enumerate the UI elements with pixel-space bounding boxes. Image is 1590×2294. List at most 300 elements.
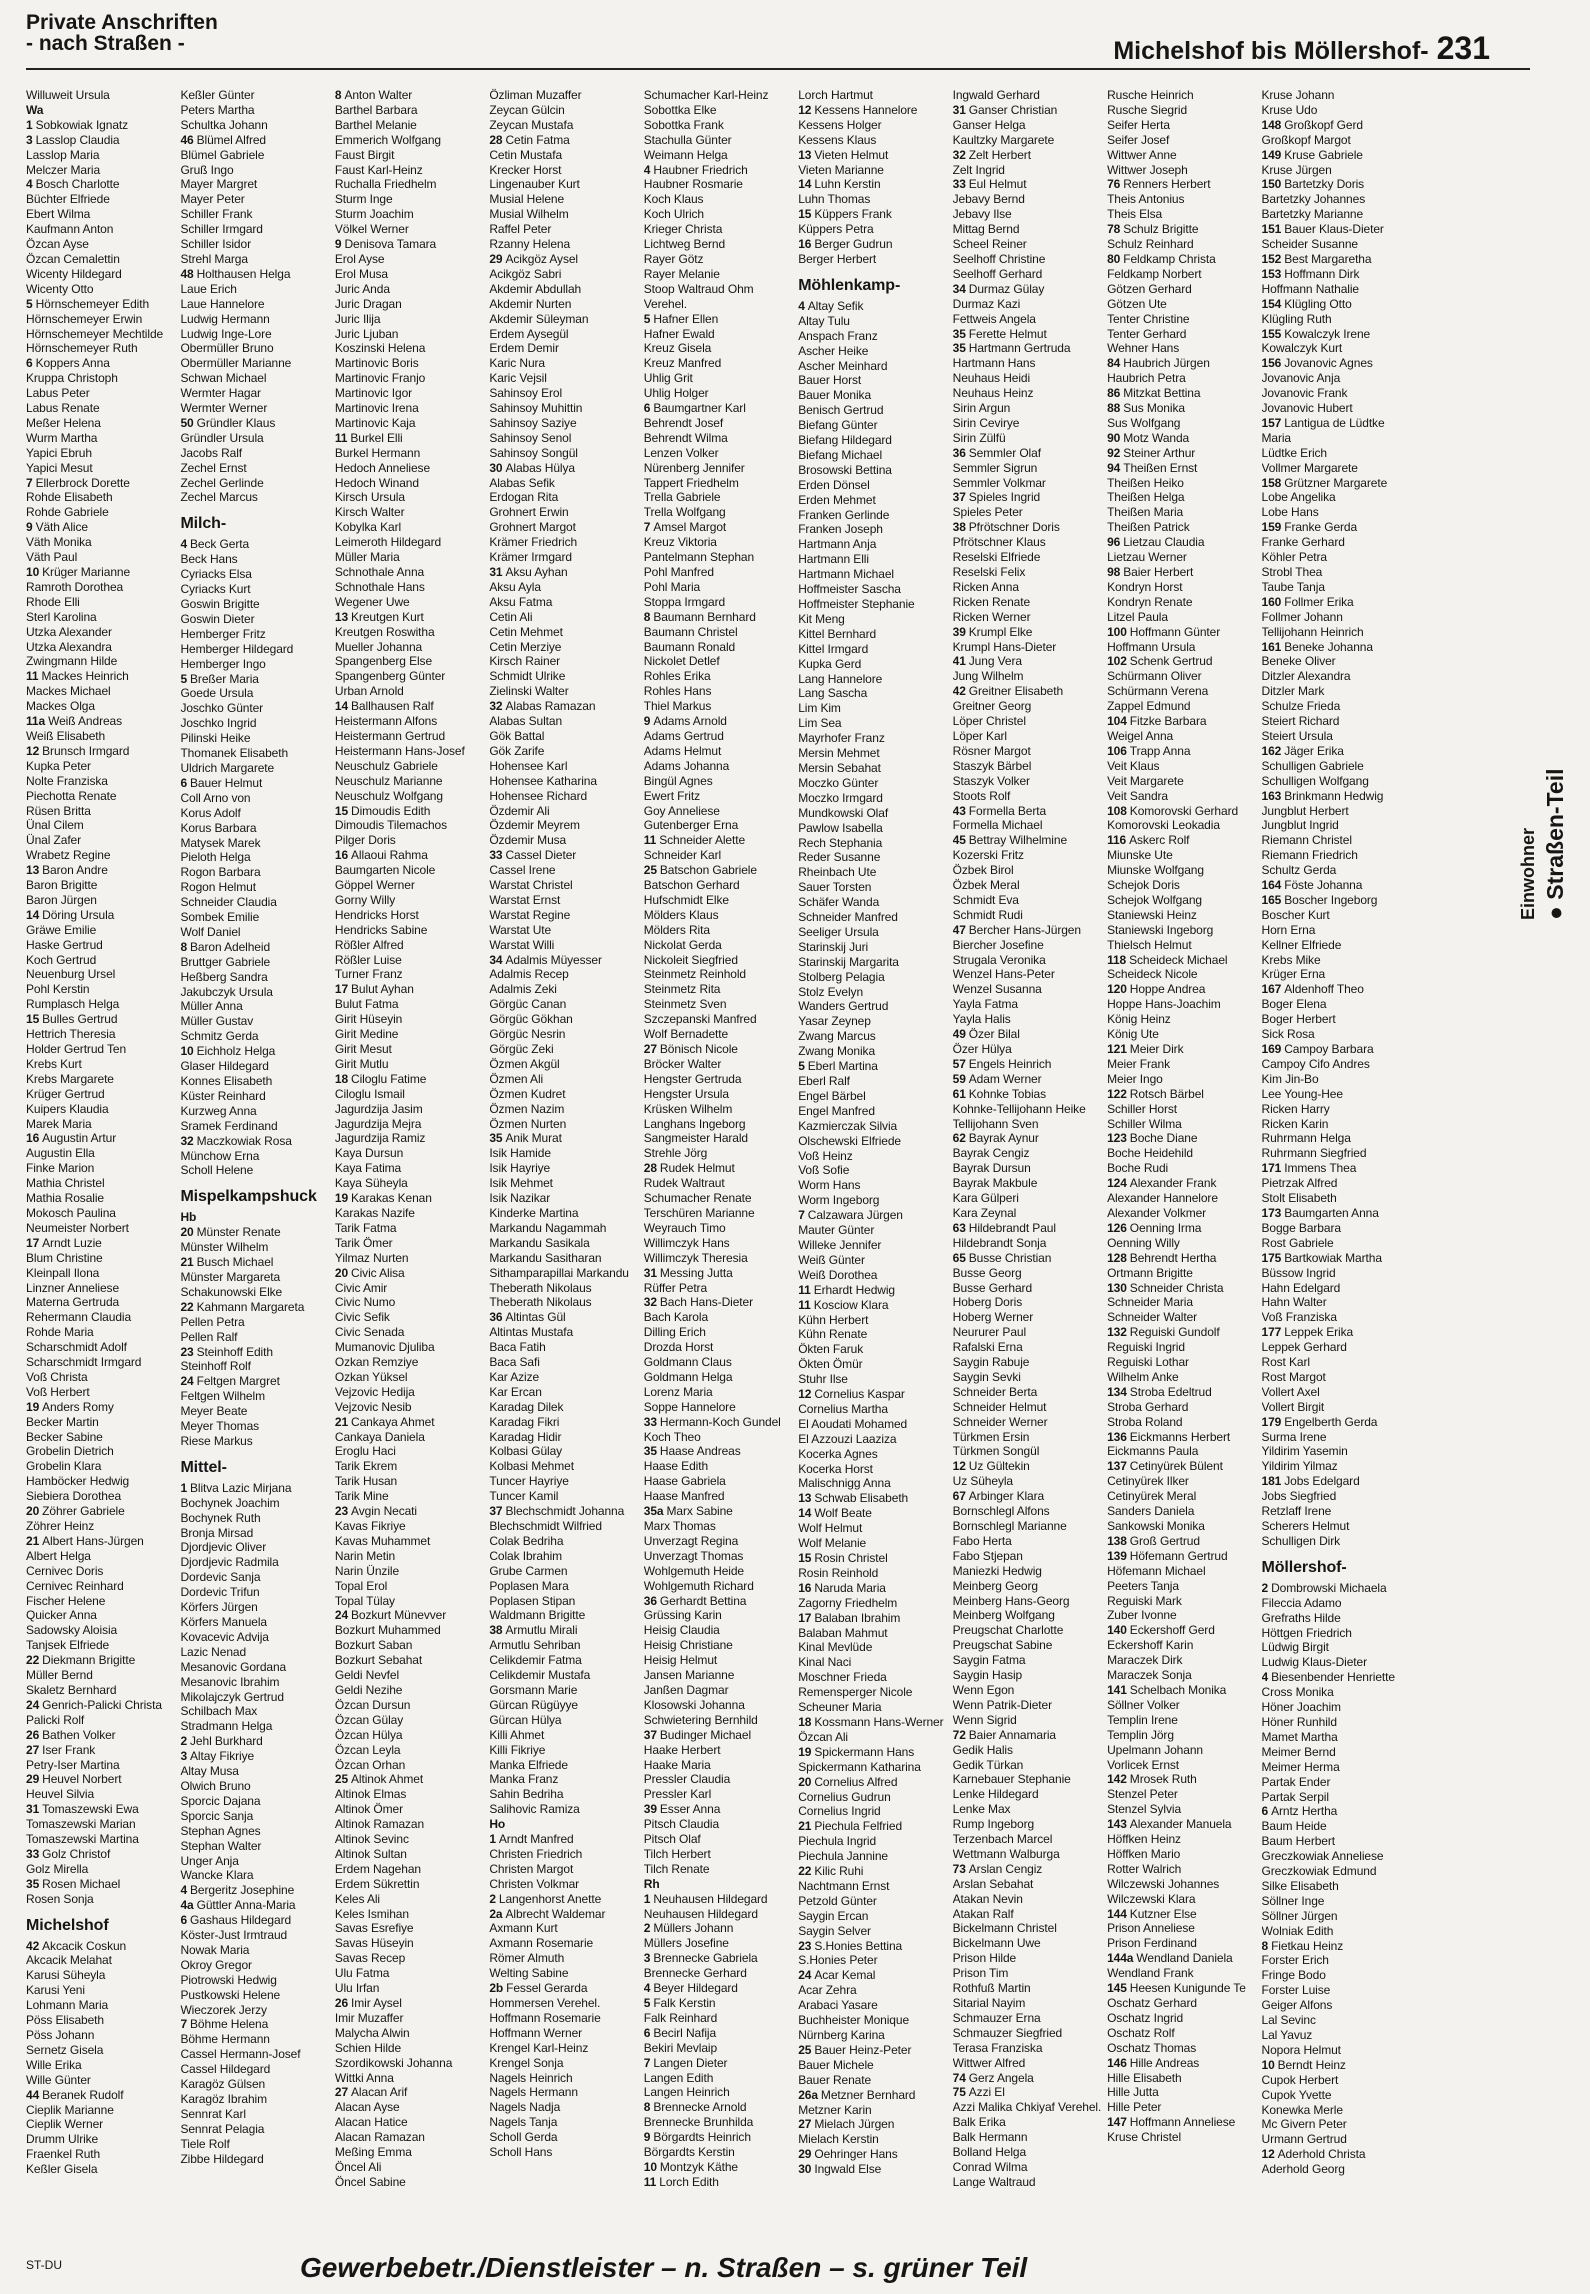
resident-name: Karadag Fikri bbox=[489, 1414, 560, 1429]
resident-name: Adalmis Müyesser bbox=[505, 952, 602, 967]
resident-name: Schmauzer Erna bbox=[952, 2010, 1041, 2025]
resident-name: Labus Peter bbox=[26, 386, 90, 401]
resident-name: Karadag Hidir bbox=[489, 1429, 562, 1444]
resident-entry bbox=[26, 1430, 177, 1445]
house-number: 4 bbox=[26, 177, 33, 192]
house-number: 163 bbox=[1261, 788, 1282, 803]
resident-name: Ruchalla Friedhelm bbox=[334, 177, 437, 192]
resident-entry bbox=[953, 1832, 1104, 1847]
resident-entry bbox=[644, 804, 795, 819]
resident-name: Pitsch Olaf bbox=[643, 1832, 701, 1847]
resident-entry bbox=[26, 1042, 177, 1057]
resident-entry bbox=[1107, 1325, 1258, 1340]
resident-name: Lietzau Claudia bbox=[1123, 535, 1205, 550]
resident-entry bbox=[489, 1295, 640, 1310]
resident-name: Erdem Aysegül bbox=[489, 326, 569, 341]
resident-entry bbox=[644, 416, 795, 431]
resident-name: Rayer Götz bbox=[643, 251, 704, 266]
resident-entry bbox=[953, 1921, 1104, 1936]
resident-name: Ascher Heike bbox=[798, 343, 869, 358]
resident-name: Urmann Gertrud bbox=[1261, 2132, 1347, 2147]
resident-entry bbox=[26, 520, 177, 535]
resident-entry bbox=[1262, 893, 1413, 908]
resident-name: Yilmaz Nurten bbox=[334, 1250, 409, 1265]
resident-entry bbox=[335, 1012, 486, 1027]
resident-name: Verehel. bbox=[643, 296, 687, 311]
resident-name: Luhn Kerstin bbox=[814, 177, 881, 192]
resident-name: Baier Annamaria bbox=[968, 1727, 1056, 1742]
resident-name: Özliman Muzaffer bbox=[489, 88, 582, 102]
resident-entry bbox=[489, 1504, 640, 1519]
resident-name: Bruttger Gabriele bbox=[180, 954, 271, 969]
resident-name: Kreuz Manfred bbox=[643, 356, 722, 371]
resident-name: Schiller Horst bbox=[1107, 1101, 1178, 1116]
resident-entry bbox=[1107, 1281, 1258, 1296]
house-number: 19 bbox=[334, 1191, 349, 1206]
resident-name: Reguiski Mark bbox=[1107, 1593, 1182, 1608]
resident-entry bbox=[26, 2088, 177, 2103]
resident-entry bbox=[798, 895, 949, 910]
resident-entry bbox=[953, 401, 1104, 416]
resident-entry bbox=[1262, 550, 1413, 565]
resident-name: Sporcic Sanja bbox=[180, 1808, 254, 1823]
resident-entry bbox=[489, 282, 640, 297]
resident-entry bbox=[26, 595, 177, 610]
resident-name: Hafner Ellen bbox=[653, 311, 719, 326]
resident-entry bbox=[798, 1357, 949, 1372]
resident-entry bbox=[26, 416, 177, 431]
resident-entry bbox=[1107, 1728, 1258, 1743]
resident-entry bbox=[26, 1281, 177, 1296]
resident-entry bbox=[644, 1459, 795, 1474]
resident-name: Hafner Ewald bbox=[643, 326, 715, 341]
header-range-block bbox=[1113, 30, 1490, 67]
resident-name: Turner Franz bbox=[334, 967, 403, 982]
resident-name: Seeliger Ursula bbox=[798, 924, 879, 939]
resident-name: Schneider Karl bbox=[643, 848, 722, 863]
resident-name: Bauer Michele bbox=[798, 2057, 874, 2072]
resident-name: Rheinbach Ute bbox=[798, 865, 877, 880]
resident-name: Sobkowiak Ignatz bbox=[35, 117, 129, 132]
resident-name: Körfers Jürgen bbox=[180, 1600, 258, 1615]
resident-entry bbox=[1262, 1057, 1413, 1072]
resident-entry bbox=[335, 2130, 486, 2145]
resident-entry bbox=[26, 804, 177, 819]
resident-name: Cornelius Gudrun bbox=[798, 1789, 891, 1804]
resident-entry bbox=[798, 133, 949, 148]
resident-name: Theißen Patrick bbox=[1107, 520, 1190, 535]
resident-name: Wilczewski Johannes bbox=[1107, 1876, 1220, 1891]
resident-name: Leimeroth Hildegard bbox=[334, 535, 442, 550]
resident-name: Imir Aysel bbox=[351, 1996, 402, 2010]
resident-name: Lim Kim bbox=[798, 701, 841, 716]
resident-entry bbox=[798, 1417, 949, 1432]
resident-name: Wittwer Joseph bbox=[1107, 162, 1188, 177]
resident-name: Dombrowski Michaela bbox=[1271, 1580, 1387, 1595]
resident-name: Söllner Inge bbox=[1261, 1893, 1325, 1908]
resident-name: Lang Sascha bbox=[798, 686, 868, 701]
resident-name: Schulze Frieda bbox=[1261, 699, 1341, 714]
resident-name: Alacan Ramazan bbox=[334, 2130, 425, 2145]
resident-entry bbox=[953, 759, 1104, 774]
resident-entry bbox=[1262, 774, 1413, 789]
resident-entry bbox=[644, 595, 795, 610]
resident-name: Kühn Renate bbox=[798, 1327, 868, 1342]
resident-entry bbox=[644, 2130, 795, 2145]
resident-name: Horn Erna bbox=[1261, 922, 1316, 937]
resident-entry bbox=[489, 103, 640, 118]
resident-entry bbox=[644, 1832, 795, 1847]
resident-entry bbox=[489, 893, 640, 908]
resident-name: Thomanek Elisabeth bbox=[180, 746, 289, 761]
house-number: 146 bbox=[1107, 2055, 1127, 2070]
resident-entry bbox=[335, 535, 486, 550]
resident-name: Cornelius Ingrid bbox=[798, 1804, 881, 1819]
resident-entry bbox=[489, 1489, 640, 1504]
resident-entry bbox=[489, 610, 640, 625]
resident-name: Stradmann Helga bbox=[180, 1719, 273, 1734]
resident-name: Atakan Ralf bbox=[952, 1906, 1014, 1921]
resident-entry bbox=[953, 1340, 1104, 1355]
resident-entry bbox=[1107, 908, 1258, 923]
resident-name: Campoy Barbara bbox=[1284, 1042, 1374, 1056]
resident-name: Lorch Edith bbox=[659, 2174, 719, 2188]
resident-name: Sennrat Karl bbox=[180, 2106, 246, 2121]
resident-entry bbox=[1262, 1146, 1413, 1161]
house-number: 2b bbox=[489, 1981, 504, 1996]
house-number: 75 bbox=[952, 2085, 966, 2100]
resident-entry bbox=[26, 1549, 177, 1564]
resident-name: Ricken Harry bbox=[1261, 1101, 1330, 1116]
resident-name: Mersin Sebahat bbox=[798, 760, 881, 775]
resident-name: Sirin Argun bbox=[952, 401, 1011, 416]
resident-entry bbox=[180, 341, 331, 356]
house-number: 44 bbox=[26, 2087, 40, 2102]
resident-entry bbox=[798, 1730, 949, 1745]
resident-name: Oschatz Ingrid bbox=[1107, 2010, 1184, 2025]
resident-entry bbox=[335, 848, 486, 863]
resident-entry bbox=[1262, 1834, 1413, 1849]
resident-entry bbox=[489, 580, 640, 595]
resident-name: Wille Günter bbox=[26, 2072, 91, 2087]
resident-entry bbox=[1262, 1939, 1413, 1954]
resident-name: Theberath Nikolaus bbox=[489, 1295, 592, 1310]
resident-name: Lüdtke Erich bbox=[1261, 445, 1328, 460]
resident-name: Schwietering Bernhild bbox=[643, 1712, 758, 1727]
resident-entry bbox=[953, 625, 1104, 640]
resident-name: Stephan Agnes bbox=[180, 1823, 261, 1838]
resident-entry bbox=[798, 999, 949, 1014]
resident-entry bbox=[180, 1059, 331, 1074]
resident-name: Atakan Nevin bbox=[952, 1891, 1023, 1906]
resident-entry bbox=[26, 1325, 177, 1340]
resident-name: Hildebrandt Sonja bbox=[952, 1235, 1047, 1250]
resident-name: Altay Tulu bbox=[798, 313, 850, 328]
resident-name: Özer Hülya bbox=[952, 1042, 1012, 1056]
resident-name: Martinovic Franjo bbox=[334, 371, 426, 386]
resident-entry bbox=[180, 1585, 331, 1600]
resident-name: Cetin Mehmet bbox=[489, 624, 563, 639]
resident-entry bbox=[26, 759, 177, 774]
resident-entry bbox=[26, 1504, 177, 1519]
resident-name: Karagöz Gülsen bbox=[180, 2077, 266, 2092]
house-number: 41 bbox=[952, 654, 966, 669]
resident-entry bbox=[798, 1238, 949, 1253]
resident-entry bbox=[335, 148, 486, 163]
resident-entry bbox=[489, 1579, 640, 1594]
resident-entry bbox=[180, 1434, 331, 1449]
resident-name: Kocerka Horst bbox=[798, 1461, 873, 1476]
resident-name: Franken Gerlinde bbox=[798, 507, 890, 522]
house-number: 5 bbox=[180, 671, 188, 686]
resident-entry bbox=[335, 818, 486, 833]
house-number: 92 bbox=[1107, 445, 1121, 460]
house-number: 16 bbox=[26, 1131, 40, 1146]
resident-entry bbox=[489, 1877, 640, 1892]
resident-name: Küster Reinhard bbox=[180, 1088, 266, 1103]
resident-entry bbox=[180, 1330, 331, 1345]
resident-entry bbox=[644, 327, 795, 342]
resident-name: Hartmann Elli bbox=[798, 552, 869, 567]
house-number: 11 bbox=[643, 833, 657, 848]
resident-entry bbox=[489, 1266, 640, 1281]
resident-name: Templin Jörg bbox=[1107, 1727, 1174, 1742]
resident-name: Alabas Hülya bbox=[505, 460, 575, 475]
resident-name: Haase Edith bbox=[643, 1459, 709, 1474]
house-number: 33 bbox=[952, 177, 966, 192]
resident-entry bbox=[953, 1772, 1104, 1787]
resident-entry bbox=[26, 312, 177, 327]
resident-name: Jakubczyk Ursula bbox=[180, 984, 273, 999]
resident-entry bbox=[644, 401, 795, 416]
resident-name: Busch Michael bbox=[196, 1255, 274, 1270]
resident-name: Miunske Ute bbox=[1107, 848, 1173, 863]
resident-entry bbox=[1262, 1745, 1413, 1760]
resident-name: Willeke Jennifer bbox=[798, 1237, 882, 1252]
resident-name: Alabas Sultan bbox=[489, 714, 563, 729]
resident-entry bbox=[953, 327, 1104, 342]
resident-name: Kowalczyk Kurt bbox=[1261, 341, 1343, 356]
resident-name: Marx Sabine bbox=[666, 1504, 733, 1519]
resident-name: Grefraths Hilde bbox=[1261, 1610, 1341, 1625]
resident-name: Stachulla Günter bbox=[643, 132, 732, 147]
resident-name: Höffken Mario bbox=[1107, 1846, 1181, 1861]
resident-entry bbox=[953, 2011, 1104, 2026]
resident-entry bbox=[644, 252, 795, 267]
resident-entry bbox=[644, 729, 795, 744]
resident-name: Christen Margot bbox=[489, 1861, 574, 1876]
resident-name: Linzner Anneliese bbox=[26, 1280, 120, 1295]
resident-entry bbox=[1262, 282, 1413, 297]
resident-name: Cassel Hermann-Josef bbox=[180, 2047, 301, 2062]
resident-entry bbox=[26, 490, 177, 505]
resident-name: Lim Sea bbox=[798, 716, 842, 731]
resident-name: Sramek Ferdinand bbox=[180, 1118, 278, 1133]
resident-entry bbox=[1107, 640, 1258, 655]
house-number: 86 bbox=[1107, 386, 1121, 401]
resident-name: Zibbe Hildegard bbox=[180, 2151, 264, 2166]
resident-entry bbox=[644, 1966, 795, 1981]
resident-entry bbox=[1107, 625, 1258, 640]
resident-name: Juric Ljuban bbox=[334, 326, 399, 341]
resident-name: Manka Franz bbox=[489, 1772, 559, 1787]
resident-name: Küppers Frank bbox=[814, 207, 892, 222]
resident-entry bbox=[180, 716, 331, 731]
resident-name: Sahinsoy Songül bbox=[489, 445, 578, 460]
house-number: 156 bbox=[1261, 356, 1282, 371]
resident-name: Vollmer Margarete bbox=[1261, 460, 1358, 475]
resident-entry bbox=[798, 1044, 949, 1059]
resident-name: Schneider Maria bbox=[1107, 1295, 1193, 1310]
resident-name: Sturm Joachim bbox=[334, 207, 414, 222]
resident-entry bbox=[1262, 1760, 1413, 1775]
resident-entry bbox=[1107, 804, 1258, 819]
resident-entry bbox=[489, 1281, 640, 1296]
resident-entry bbox=[798, 1432, 949, 1447]
resident-entry bbox=[644, 1236, 795, 1251]
resident-entry bbox=[1262, 565, 1413, 580]
resident-name: Albrecht Waldemar bbox=[505, 1906, 606, 1921]
resident-entry bbox=[26, 2117, 177, 2132]
resident-name: Kit Meng bbox=[798, 611, 845, 626]
street-heading: Mispelkampshuck bbox=[180, 1188, 317, 1206]
house-number: 27 bbox=[26, 1742, 40, 1757]
resident-name: Mackes Olga bbox=[26, 699, 95, 714]
resident-entry bbox=[1262, 1236, 1413, 1251]
resident-name: Bayrak Cengiz bbox=[952, 1146, 1030, 1161]
resident-entry bbox=[1262, 1117, 1413, 1132]
resident-entry bbox=[335, 1847, 486, 1862]
house-number: 90 bbox=[1107, 430, 1121, 445]
resident-name: Barthel Barbara bbox=[334, 102, 418, 117]
resident-name: Höffken Heinz bbox=[1107, 1832, 1181, 1847]
resident-entry bbox=[1262, 267, 1413, 282]
resident-entry bbox=[335, 1758, 486, 1773]
resident-entry bbox=[1262, 1819, 1413, 1834]
resident-entry bbox=[1262, 1266, 1413, 1281]
resident-name: Sobottka Frank bbox=[643, 117, 724, 132]
resident-entry bbox=[335, 282, 486, 297]
resident-entry bbox=[489, 1117, 640, 1132]
resident-entry bbox=[335, 1638, 486, 1653]
resident-name: Kahmann Margareta bbox=[196, 1299, 305, 1314]
resident-entry bbox=[180, 627, 331, 642]
resident-entry bbox=[798, 1193, 949, 1208]
resident-name: Bartetzky Marianne bbox=[1261, 207, 1364, 222]
resident-entry bbox=[335, 1370, 486, 1385]
resident-name: Schürmann Verena bbox=[1107, 684, 1209, 699]
resident-entry bbox=[335, 1892, 486, 1907]
resident-name: Behrendt Wilma bbox=[643, 430, 728, 445]
resident-entry bbox=[644, 565, 795, 580]
resident-name: Alacan Hatice bbox=[334, 2115, 408, 2130]
resident-name: Görgüc Zeki bbox=[489, 1042, 554, 1056]
resident-name: Civic Numo bbox=[334, 1295, 396, 1310]
resident-entry bbox=[180, 1163, 331, 1178]
house-number: 144a bbox=[1107, 1951, 1134, 1966]
resident-name: Feldkamp Christa bbox=[1123, 251, 1216, 266]
resident-entry bbox=[798, 1998, 949, 2013]
resident-name: Götzen Ute bbox=[1107, 296, 1167, 311]
resident-name: Bartkowiak Martha bbox=[1284, 1250, 1382, 1265]
resident-entry bbox=[489, 908, 640, 923]
resident-name: Boger Elena bbox=[1261, 997, 1327, 1012]
resident-name: Gedik Halis bbox=[952, 1742, 1013, 1757]
resident-entry bbox=[335, 997, 486, 1012]
resident-entry bbox=[335, 699, 486, 714]
resident-name: Greitner Georg bbox=[952, 699, 1032, 714]
resident-entry bbox=[644, 237, 795, 252]
resident-entry bbox=[180, 1029, 331, 1044]
resident-entry bbox=[798, 925, 949, 940]
resident-name: Schneider Claudia bbox=[180, 895, 277, 910]
resident-name: Kuipers Klaudia bbox=[26, 1101, 109, 1116]
resident-name: Dimoudis Edith bbox=[351, 803, 431, 818]
resident-entry bbox=[1107, 1057, 1258, 1072]
resident-name: Veit Margarete bbox=[1107, 773, 1184, 788]
resident-entry bbox=[335, 654, 486, 669]
house-number: 7 bbox=[180, 2017, 188, 2032]
resident-entry bbox=[26, 1459, 177, 1474]
resident-name: Rohles Hans bbox=[643, 684, 712, 699]
resident-name: Martinovic Igor bbox=[334, 386, 413, 401]
resident-entry bbox=[644, 893, 795, 908]
resident-name: Pustkowski Helene bbox=[180, 1987, 281, 2002]
resident-entry bbox=[798, 1029, 949, 1044]
resident-name: S.Honies Peter bbox=[798, 1953, 878, 1968]
resident-entry bbox=[798, 2147, 949, 2162]
resident-name: Albert Helga bbox=[26, 1548, 91, 1563]
resident-entry bbox=[180, 446, 331, 461]
resident-name: Obermüller Bruno bbox=[180, 341, 274, 356]
resident-name: Gashaus Hildegard bbox=[190, 1913, 292, 1928]
resident-name: Zappel Edmund bbox=[1107, 699, 1191, 714]
resident-name: Mokosch Paulina bbox=[26, 1205, 116, 1220]
resident-entry bbox=[489, 2056, 640, 2071]
resident-name: Gründler Klaus bbox=[196, 415, 276, 430]
resident-name: Zwang Monika bbox=[798, 1044, 876, 1059]
house-number: 88 bbox=[1107, 401, 1121, 416]
resident-entry bbox=[798, 1134, 949, 1149]
resident-entry bbox=[644, 2026, 795, 2041]
resident-entry bbox=[644, 833, 795, 848]
resident-entry bbox=[1262, 654, 1413, 669]
resident-entry bbox=[489, 1907, 640, 1922]
resident-name: Bekiri Mevlaip bbox=[643, 2040, 718, 2055]
resident-name: Riemann Christel bbox=[1261, 833, 1352, 848]
resident-entry bbox=[489, 1191, 640, 1206]
resident-entry bbox=[953, 1489, 1104, 1504]
resident-entry bbox=[180, 1704, 331, 1719]
resident-name: Unverzagt Regina bbox=[643, 1533, 739, 1548]
resident-name: Celikdemir Fatma bbox=[489, 1653, 582, 1668]
house-number: 10 bbox=[180, 1044, 194, 1059]
house-number: 62 bbox=[952, 1131, 966, 1146]
resident-entry bbox=[644, 88, 795, 103]
resident-name: Diekmann Brigitte bbox=[42, 1653, 136, 1668]
resident-name: Kinal Mevlüde bbox=[798, 1640, 873, 1655]
resident-entry bbox=[644, 1027, 795, 1042]
resident-entry bbox=[180, 2017, 331, 2032]
resident-name: Heisig Claudia bbox=[643, 1623, 720, 1638]
resident-name: Peters Martha bbox=[180, 102, 255, 117]
resident-name: Korus Barbara bbox=[180, 820, 257, 835]
resident-name: Kaufmann Anton bbox=[26, 222, 114, 237]
resident-entry bbox=[26, 535, 177, 550]
resident-entry bbox=[644, 1549, 795, 1564]
resident-entry bbox=[180, 1270, 331, 1285]
resident-name: Krüger Erna bbox=[1261, 967, 1326, 982]
